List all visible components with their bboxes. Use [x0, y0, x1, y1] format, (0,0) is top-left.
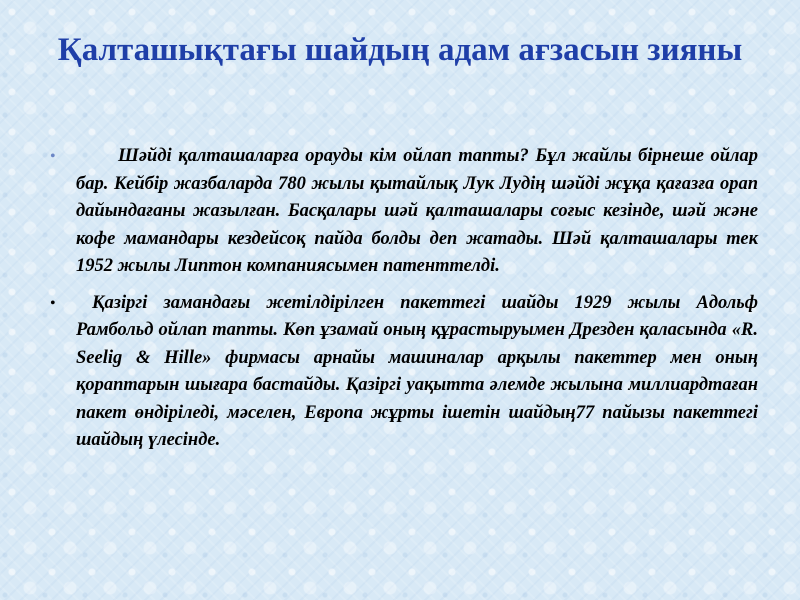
- bullet-item: [44, 143, 758, 281]
- slide-title: Қалташықтағы шайдың адам ағзасын зияны: [57, 32, 743, 68]
- paragraph-text: Қазіргі замандағы жетілдірілген пакеттегі шайды 1929 жылы Адольф Рамбольд ойлап тапты. Көп ұзамай оның құрастыруымен Дрезден қаласында «R. Seelig & Hille» фирмасы арнайы машиналар арқылы пакеттер мен оның қораптарын шығара бастайды. Қазіргі уақытта әлемде жылына миллиардтаған пакет өндіріледі, мәселен, Европа жұрты ішетін шайдың77 пайызы пакеттегі шайдың үлесінде.: [76, 292, 758, 450]
- slide-content: [44, 143, 758, 464]
- bullet-item: [44, 290, 758, 455]
- bullet-icon: •: [50, 294, 56, 312]
- paragraph-text: Шәйді қалташаларға орауды кім ойлап тапты? Бұл жайлы бірнеше ойлар бар. Кейбір жазбаларда 780 жылы қытайлық Лук Лудің шәйді жұқа қағазға орап дайындағаны жазылған. Басқалары шәй қалташалары соғыс кезінде, шәй және кофе мамандары кездейсоқ пайда болды деп жатады. Шәй қалташалары тек 1952 жылы Липтон компаниясымен патенттелді.: [76, 146, 758, 276]
- bullet-icon: •: [50, 148, 56, 165]
